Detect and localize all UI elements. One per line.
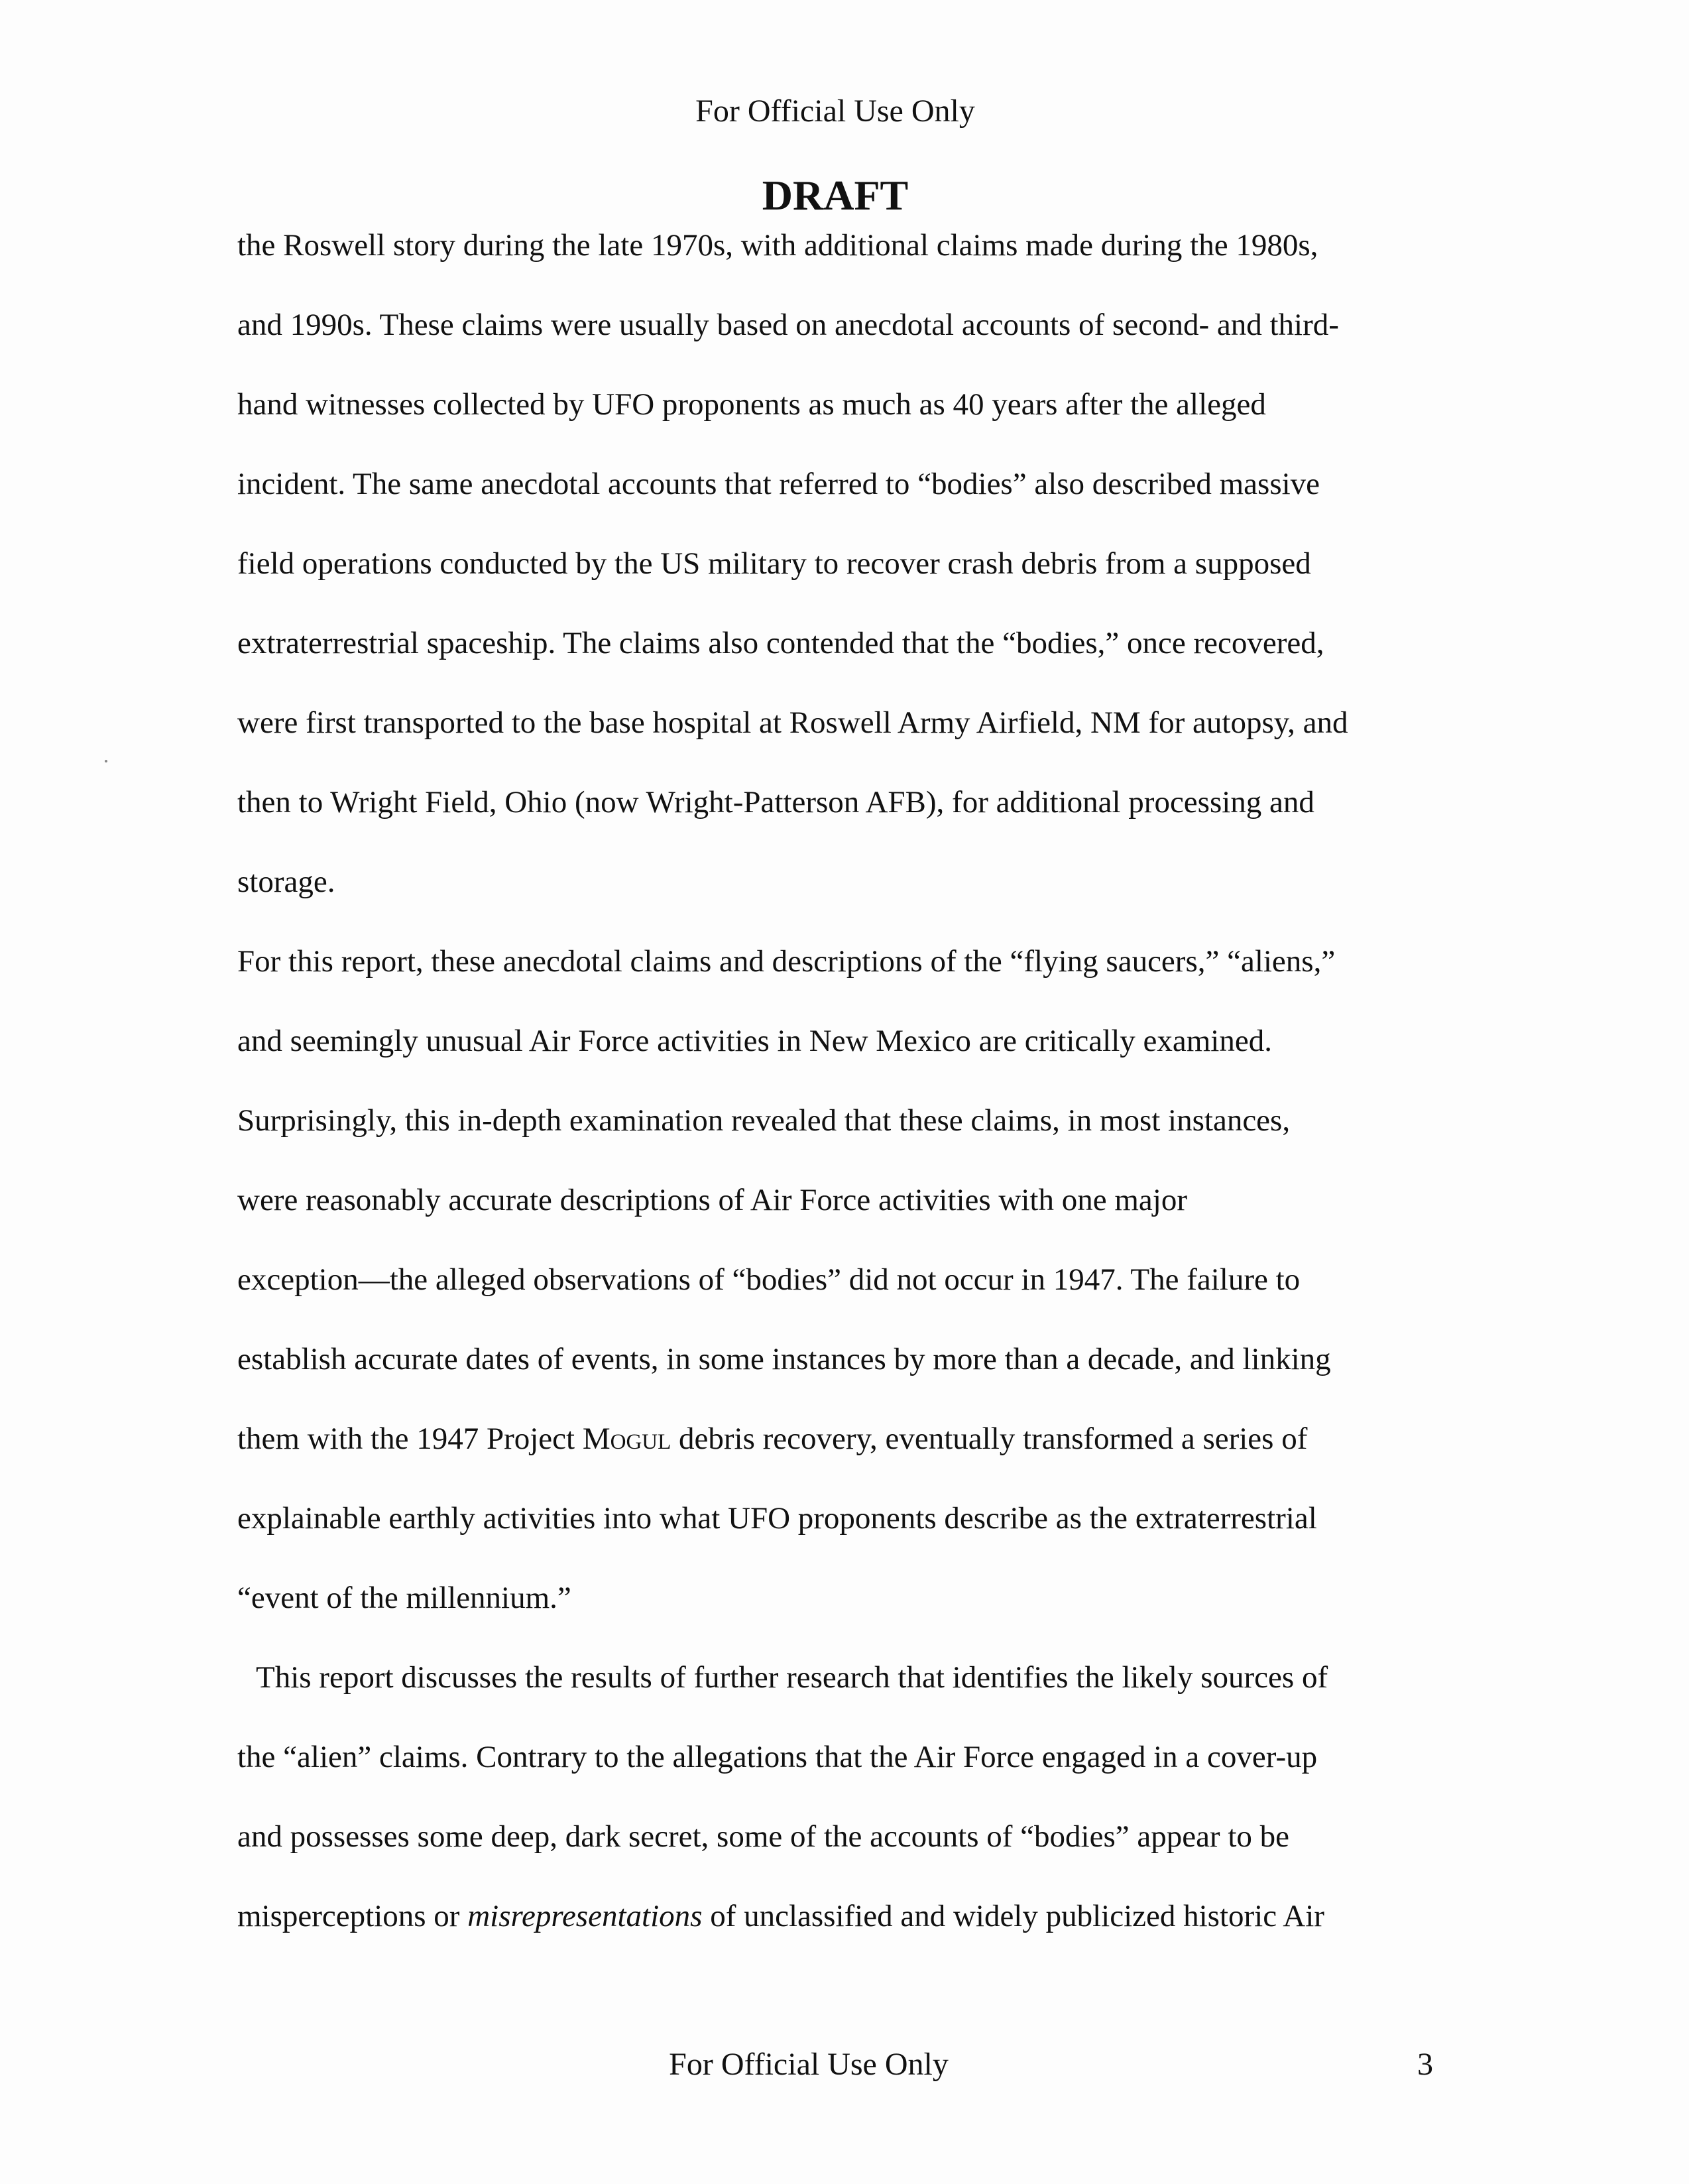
text-line-italic bbox=[237, 1896, 1470, 1976]
body-text bbox=[237, 225, 1470, 1976]
text-line: Surprisingly, this in-depth examination revealed that these claims, in most instances, bbox=[237, 1103, 1291, 1138]
scan-artifact bbox=[105, 760, 107, 762]
project-name-smallcaps: Mogul bbox=[582, 1422, 671, 1456]
text-line: This report discusses the results of further research that identifies the likely sources of bbox=[256, 1660, 1328, 1695]
text-line: hand witnesses collected by UFO proponents as much as 40 years after the alleged bbox=[237, 387, 1266, 422]
text-segment: of unclassified and widely publicized historic Air bbox=[702, 1899, 1324, 1933]
text-line: then to Wright Field, Ohio (now Wright-Patterson AFB), for additional processing and bbox=[237, 785, 1314, 819]
text-line: and seemingly unusual Air Force activities in New Mexico are critically examined. bbox=[237, 1024, 1272, 1058]
text-segment: them with the 1947 Project bbox=[237, 1422, 583, 1456]
text-line: extraterrestrial spaceship. The claims also contended that the “bodies,” once recovered, bbox=[237, 626, 1324, 660]
text-line: the “alien” claims. Contrary to the allegations that the Air Force engaged in a cover-up bbox=[237, 1740, 1318, 1774]
text-line: “event of the millennium.” bbox=[237, 1581, 571, 1615]
text-line: were first transported to the base hospital at Roswell Army Airfield, NM for autopsy, and bbox=[237, 705, 1348, 740]
text-line: and possesses some deep, dark secret, some of the accounts of “bodies” appear to be bbox=[237, 1819, 1290, 1854]
text-line: the Roswell story during the late 1970s, with additional claims made during the 1980s, bbox=[237, 228, 1318, 263]
text-line: field operations conducted by the US military to recover crash debris from a supposed bbox=[237, 546, 1311, 581]
footer-classification: For Official Use Only bbox=[669, 2047, 949, 2082]
text-line: storage. bbox=[237, 865, 335, 899]
text-line-mogul bbox=[237, 1419, 1470, 1498]
emphasized-word: misrepresentations bbox=[467, 1899, 703, 1933]
draft-label: DRAFT bbox=[762, 172, 909, 219]
text-line: and 1990s. These claims were usually based on anecdotal accounts of second- and third- bbox=[237, 308, 1339, 342]
text-segment: misperceptions or bbox=[237, 1899, 468, 1933]
text-segment: debris recovery, eventually transformed a series of bbox=[671, 1422, 1308, 1456]
text-line: explainable earthly activities into what UFO proponents describe as the extraterrestrial bbox=[237, 1501, 1317, 1536]
page-number: 3 bbox=[1417, 2047, 1433, 2082]
text-line: were reasonably accurate descriptions of Air Force activities with one major bbox=[237, 1183, 1187, 1217]
header-classification: For Official Use Only bbox=[695, 93, 975, 129]
text-line: establish accurate dates of events, in some instances by more than a decade, and linking bbox=[237, 1342, 1331, 1376]
text-line: incident. The same anecdotal accounts that referred to “bodies” also described massive bbox=[237, 467, 1320, 501]
text-line: exception—the alleged observations of “bodies” did not occur in 1947. The failure to bbox=[237, 1262, 1301, 1297]
text-line: For this report, these anecdotal claims and descriptions of the “flying saucers,” “aliens,” bbox=[237, 944, 1336, 979]
